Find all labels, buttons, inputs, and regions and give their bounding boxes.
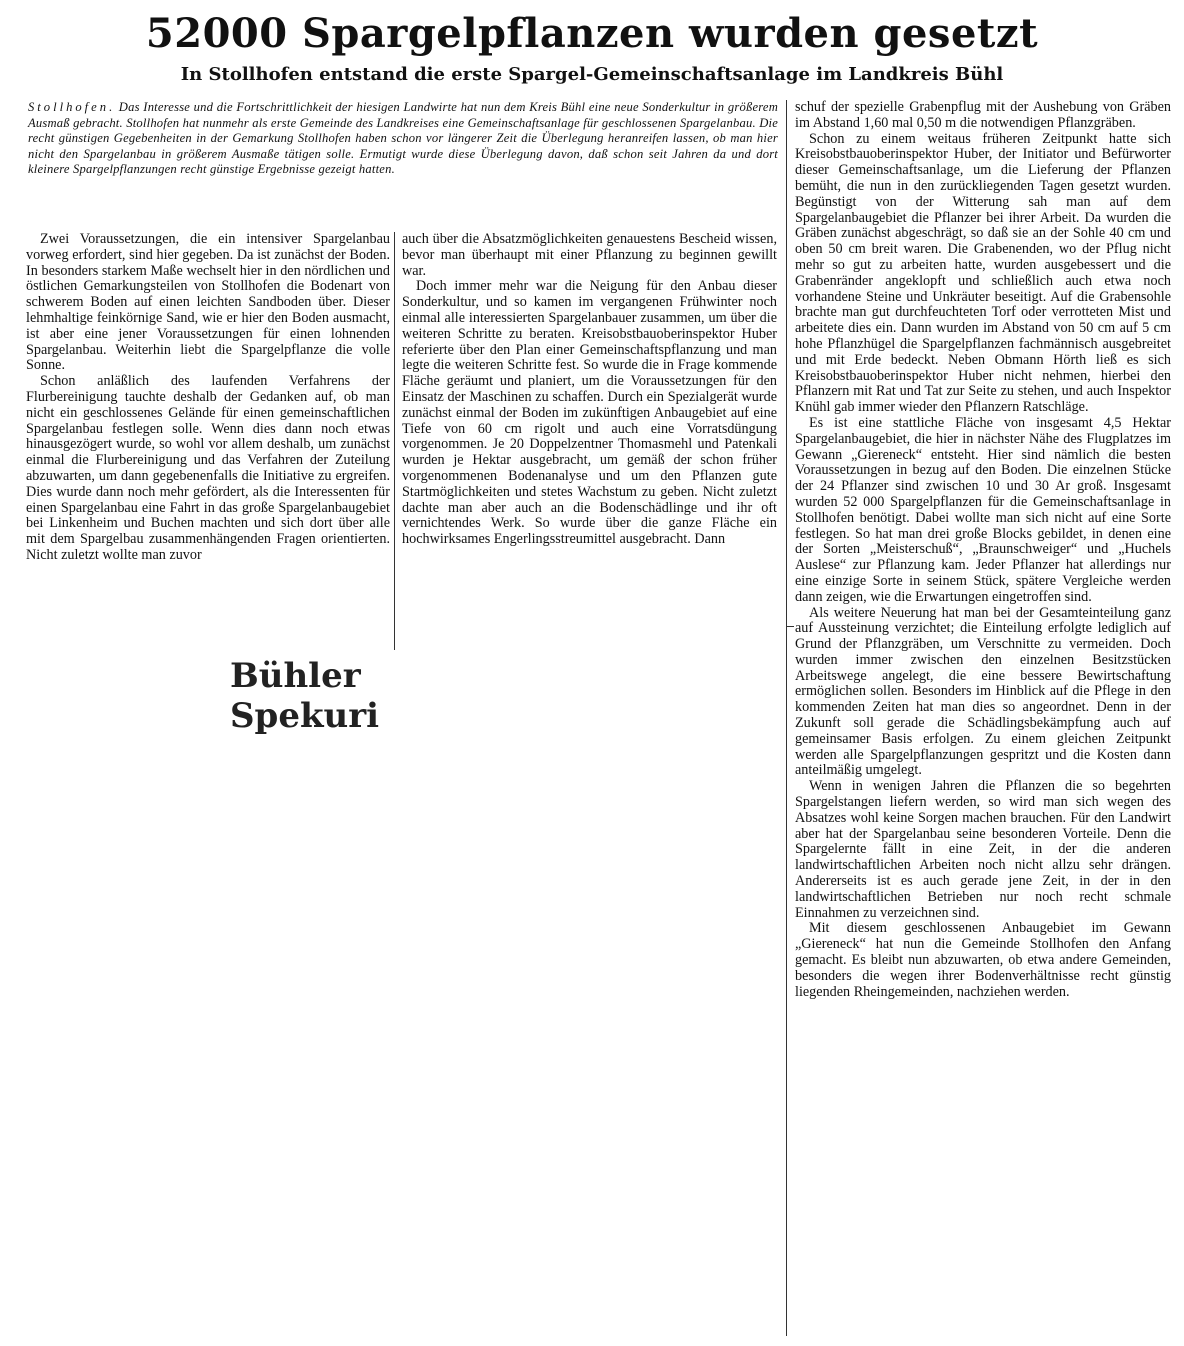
cut-off-headline-fragment: Bühler Spekuri bbox=[230, 656, 380, 736]
column-rule-middle bbox=[394, 232, 395, 650]
column-rule-tick bbox=[786, 626, 794, 627]
column-1 bbox=[26, 232, 390, 564]
column-2 bbox=[402, 232, 777, 548]
lead-place: Stollhofen. bbox=[28, 100, 116, 114]
headline: 52000 Spargelpflanzen wurden gesetzt bbox=[145, 10, 1039, 57]
paragraph: Zwei Voraussetzungen, die ein intensiver Spargelanbau vorweg erfordert, sind hier gegeben. Da ist zunächst der Boden. In besonders starkem Maße wechselt hier in den nördlichen und östlichen Gemarkungsteilen von Stollhofen die Bodenart von schwerem Boden auf einen leichten Sandboden über. Dieser lehmhaltige feinkörnige Sand, wie er hier den Boden ausmacht, ist aber eine jener Voraussetzungen für einen lohnenden Spargelanbau. Weiterhin liebt die Spargelpflanze die volle Sonne. bbox=[26, 231, 390, 374]
lead-paragraph bbox=[28, 100, 778, 178]
paragraph: Wenn in wenigen Jahren die Pflanzen die so begehrten Spargelstangen liefern werden, so wird man sich wegen des Absatzes wohl keine Sorgen machen brauchen. Für den Landwirt aber hat der Spargelanbau seine besonderen Vorteile. Denn die Spargelernte fällt in eine Zeit, in der die anderen landwirtschaftlichen Arbeiten noch nicht allzu sehr drängen. Andererseits ist es auch gerade jene Zeit, in der in den landwirtschaftlichen Betrieben nur noch recht schmale Einnahmen zu verzeichnen sind. bbox=[795, 778, 1171, 921]
paragraph: Schon zu einem weitaus früheren Zeitpunkt hatte sich Kreisobstbauoberinspektor Huber, der Initiator und Befürworter dieser Gemeinschaftsanlage, um die Lieferung der Pflanzen bemüht, die nun in den zurückliegenden Tagen gesetzt wurden. Begünstigt von der Witterung sah man auf dem Spargelanbaugebiet die Pflanzer bei ihrer Arbeit. Da wurden die Gräben zunächst abgeschrägt, so daß sie an der Sohle 40 cm und oben 50 cm breit waren. Die Grabenenden, wo der Pflug nicht mehr so gut zu arbeiten hatte, wurden ausgebessert und die Grabenränder angeklopft und schließlich auch etwa noch vorhandene Steine und Unkräuter beseitigt. Auf die Grabensohle brachte man gut durchfeuchteten Torf oder verrotteten Mist und arbeitete dies ein. Dann wurden im Abstand von 50 cm auf 5 cm hohe Pflanzhügel die Spargelpflanzen fachmännisch ausgebreitet und mit Erde bedeckt. Neben Obmann Hörth ließ es sich Kreisobstbauoberinspektor Huber nicht nehmen, hierbei den Pflanzern mit Rat und Tat zur Seite zu stehen, und auch Inspektor Knühl gab immer wieder den Pflanzern Ratschläge. bbox=[795, 130, 1171, 416]
paragraph: schuf der spezielle Grabenpflug mit der Aushebung von Gräben im Abstand 1,60 mal 0,50 m die notwendigen Pflanzgräben. bbox=[795, 99, 1171, 131]
paragraph: Als weitere Neuerung hat man bei der Gesamteinteilung ganz auf Aussteinung verzichtet; die Einteilung erfolgte lediglich auf Grund der Pflanzgräben, um Verschnitte zu vermeiden. Doch wurden immer zwischen den einzelnen Besitzstücken Arbeitswege angelegt, die eine bessere Bewirtschaftung ermöglichen sollen. Besonders im Hinblick auf die Pflege in den kommenden Zeiten hat man dies so angeordnet. Denn in der Zukunft soll gerade die Schädlingsbekämpfung auch auf gemeinsamer Basis erfolgen. Zu einem gleichen Zeitpunkt werden alle Spargelpflanzungen gespritzt und die Kosten dann anteilmäßig umgelegt. bbox=[795, 604, 1171, 779]
paragraph: Mit diesem geschlossenen Anbaugebiet im Gewann „Giereneck“ hat nun die Gemeinde Stollhofen den Anfang gemacht. Es bleibt nun abzuwarten, ob etwa andere Gemeinden, besonders die wegen ihrer Bodenverhältnisse recht günstig liegenden Rheingemeinden, nachziehen werden. bbox=[795, 920, 1171, 1000]
paragraph: Es ist eine stattliche Fläche von insgesamt 4,5 Hektar Spargelanbaugebiet, die hier in nächster Nähe des Flugplatzes im Gewann „Giereneck“ entsteht. Hier sind nämlich die besten Voraussetzungen in bezug auf den Boden. Die einzelnen Stücke der 24 Pflanzer sind zwischen 10 und 30 Ar groß. Insgesamt wurden 52 000 Spargelpflanzen für die Gemeinschaftsanlage in Stollhofen benötigt. Dabei wollte man sich nicht auf eine Sorte festlegen. So hat man drei große Blocks gebildet, in denen eine der Sorten „Meisterschuß“, „Braunschweiger“ und „Huchels Auslese“ zur Pflanzung kam. Jeder Pflanzer hat allerdings nur eine einzige Sorte in seinem Stück, spätere Vergleiche werden dann zeigen, wie die Erwartungen eingetroffen sind. bbox=[795, 414, 1171, 605]
paragraph: auch über die Absatzmöglichkeiten genauestens Bescheid wissen, bevor man überhaupt mit einer Pflanzung zu beginnen gewillt war. bbox=[402, 231, 777, 279]
paragraph: Doch immer mehr war die Neigung für den Anbau dieser Sonderkultur, und so kamen im vergangenen Frühwinter noch einmal alle interessierten Spargelanbauer zusammen, um über die weiteren Schritte zu beraten. Kreisobstbauoberinspektor Huber referierte über den Plan einer Gemeinschaftspflanzung und man legte die weiteren Schritte fest. So wurde die in Frage kommende Fläche geräumt und planiert, um die Voraussetzungen für den Einsatz der Maschinen zu schaffen. Durch ein Spezialgerät wurde zunächst einmal der Boden im zukünftigen Anbaugebiet auf eine Tiefe von 60 cm rigolt und auch eine Vorratsdüngung vorgenommen. Je 20 Doppelzentner Thomasmehl und Patenkali wurden je Hektar ausgebracht, um gemäß der schon früher vorgenommenen Bodenanalyse und um den Pflanzen gute Startmöglichkeiten und stetes Wachstum zu geben. Nicht zuletzt dachte man aber auch an die Bodenschädlinge und ihr oft vernichtendes Werk. So wurde über die ganze Fläche ein hochwirksames Engerlingsstreumittel ausgebracht. Dann bbox=[402, 278, 777, 548]
lead-text: Das Interesse und die Fortschrittlichkeit der hiesigen Landwirte hat nun dem Kreis Bühl eine neue Sonderkultur in größerem Ausmaß gebracht. Stollhofen hat nunmehr als erste Gemeinde des Landkreises eine Gemeinschaftsanlage für geschlossenen Spargelanbau. Die recht günstigen Gegebenheiten in der Gemarkung Stollhofen haben schon vor längerer Zeit die Überlegung heranreifen lassen, ob man hier nicht den Spargelanbau in größerem Ausmaße tätigen solle. Ermutigt wurde diese Überlegung davon, daß schon seit Jahren da und dort kleinere Spargelpflanzungen recht günstige Ergebnisse gezeigt hatten. bbox=[28, 100, 778, 177]
subheadline: In Stollhofen entstand die erste Spargel-Gemeinschaftsanlage im Landkreis Bühl bbox=[180, 64, 1004, 85]
column-3 bbox=[795, 100, 1171, 1000]
column-rule-right bbox=[786, 100, 787, 1336]
paragraph: Schon anläßlich des laufenden Verfahrens der Flurbereinigung tauchte deshalb der Gedanken auf, ob man nicht ein geschlossenes Gelände für einen gemeinschaftlichen Spargelanbau festlegen solle. Wenn dies dann noch etwas hinausgezögert wurde, so wohl vor allem deshalb, um zunächst einmal die Flurbereinigung und das Verfahren der Zuteilung abzuwarten, um dann gegebenenfalls die Initiative zu ergreifen. Dies wurde dann noch mehr gefördert, als die Interessenten für einen Spargelanbau eine Fahrt in das große Spargelanbaugebiet bei Linkenheim und Buchen machten und sich dort über alle mit dem Spargelbau zusammenhängenden Fragen orientierten. Nicht zuletzt wollte man zuvor bbox=[26, 373, 390, 563]
